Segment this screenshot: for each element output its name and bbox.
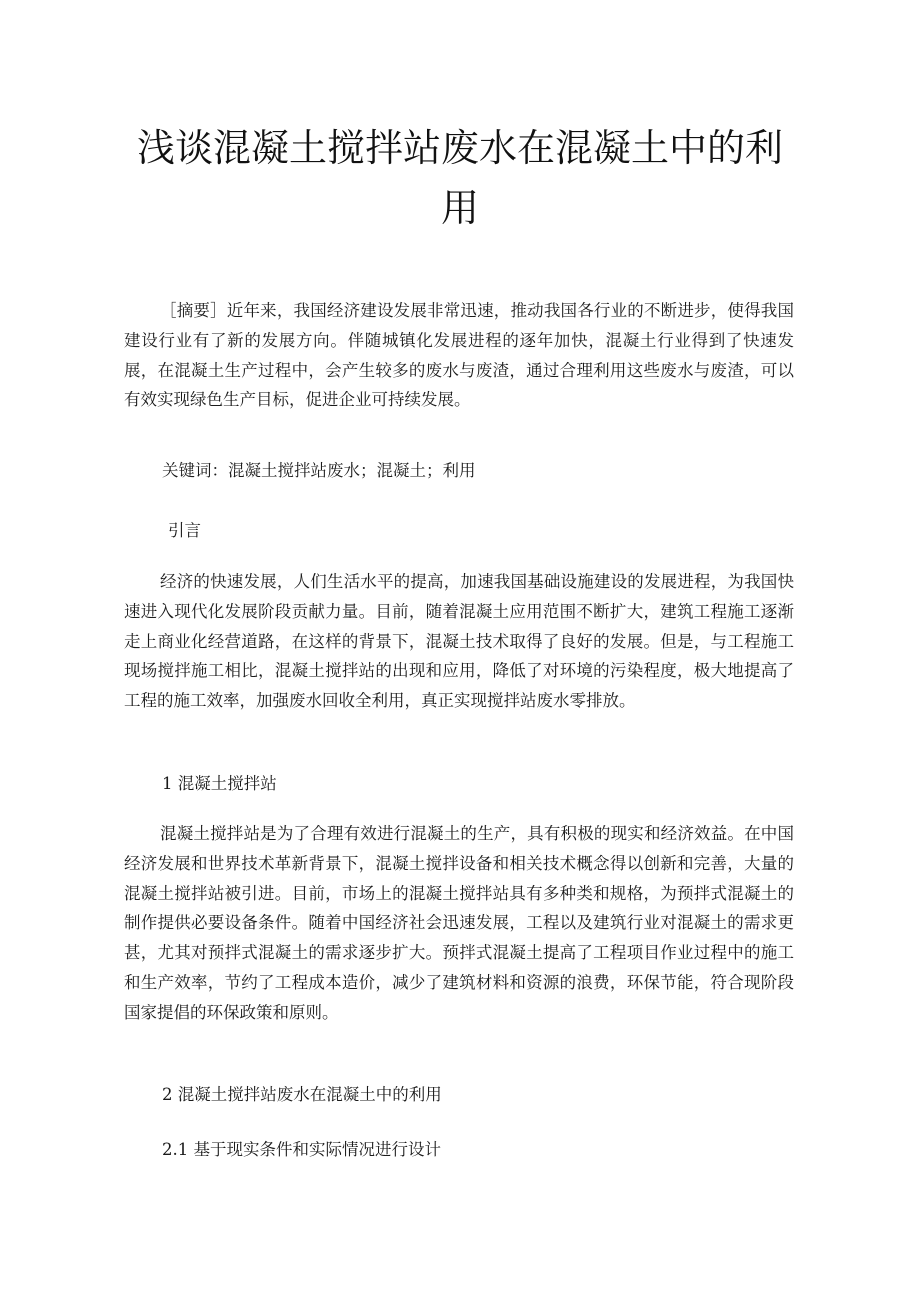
section1-paragraph: 混凝土搅拌站是为了合理有效进行混凝土的生产，具有积极的现实和经济效益。在中国经济发展和世界技术革新背景下，混凝土搅拌设备和相关技术概念得以创新和完善，大量的混凝土搅拌站被引进。目前，市场上的混凝土搅拌站具有多种类和规格，为预拌式混凝土的制作提供必要设备条件。随着中国经济社会迅速发展，工程以及建筑行业对混凝土的需求更甚，尤其对预拌式混凝土的需求逐步扩大。预拌式混凝土提高了工程项目作业过程中的施工和生产效率，节约了工程成本造价，减少了建筑材料和资源的浪费，环保节能，符合现阶段国家提倡的环保政策和原则。	[124, 824, 794, 1022]
keywords-line: 关键词：混凝土搅拌站废水；混凝土；利用	[162, 461, 476, 480]
document-title-line2: 用	[440, 186, 479, 230]
abstract-paragraph: ［摘要］近年来，我国经济建设发展非常迅速，推动我国各行业的不断进步，使得我国建设行业有了新的发展方向。伴随城镇化发展进程的逐年加快，混凝土行业得到了快速发展，在混凝土生产过程中，会产生较多的废水与废渣，通过合理利用这些废水与废渣，可以有效实现绿色生产目标，促进企业可持续发展。	[124, 301, 794, 410]
section2-heading: 2 混凝土搅拌站废水在混凝土中的利用	[162, 1085, 442, 1104]
section2-1-heading: 2.1 基于现实条件和实际情况进行设计	[162, 1140, 441, 1159]
intro-paragraph: 经济的快速发展，人们生活水平的提高，加速我国基础设施建设的发展进程，为我国快速进入现代化发展阶段贡献力量。目前，随着混凝土应用范围不断扩大，建筑工程施工逐渐走上商业化经营道路，在这样的背景下，混凝土技术取得了良好的发展。但是，与工程施工现场搅拌施工相比，混凝土搅拌站的出现和应用，降低了对环境的污染程度，极大地提高了工程的施工效率，加强废水回收全利用，真正实现搅拌站废水零排放。	[124, 572, 794, 711]
document-title-line1: 浅谈混凝土搅拌站废水在混凝土中的利	[136, 126, 783, 170]
section1-heading: 1 混凝土搅拌站	[162, 774, 277, 793]
intro-heading: 引言	[168, 521, 201, 540]
